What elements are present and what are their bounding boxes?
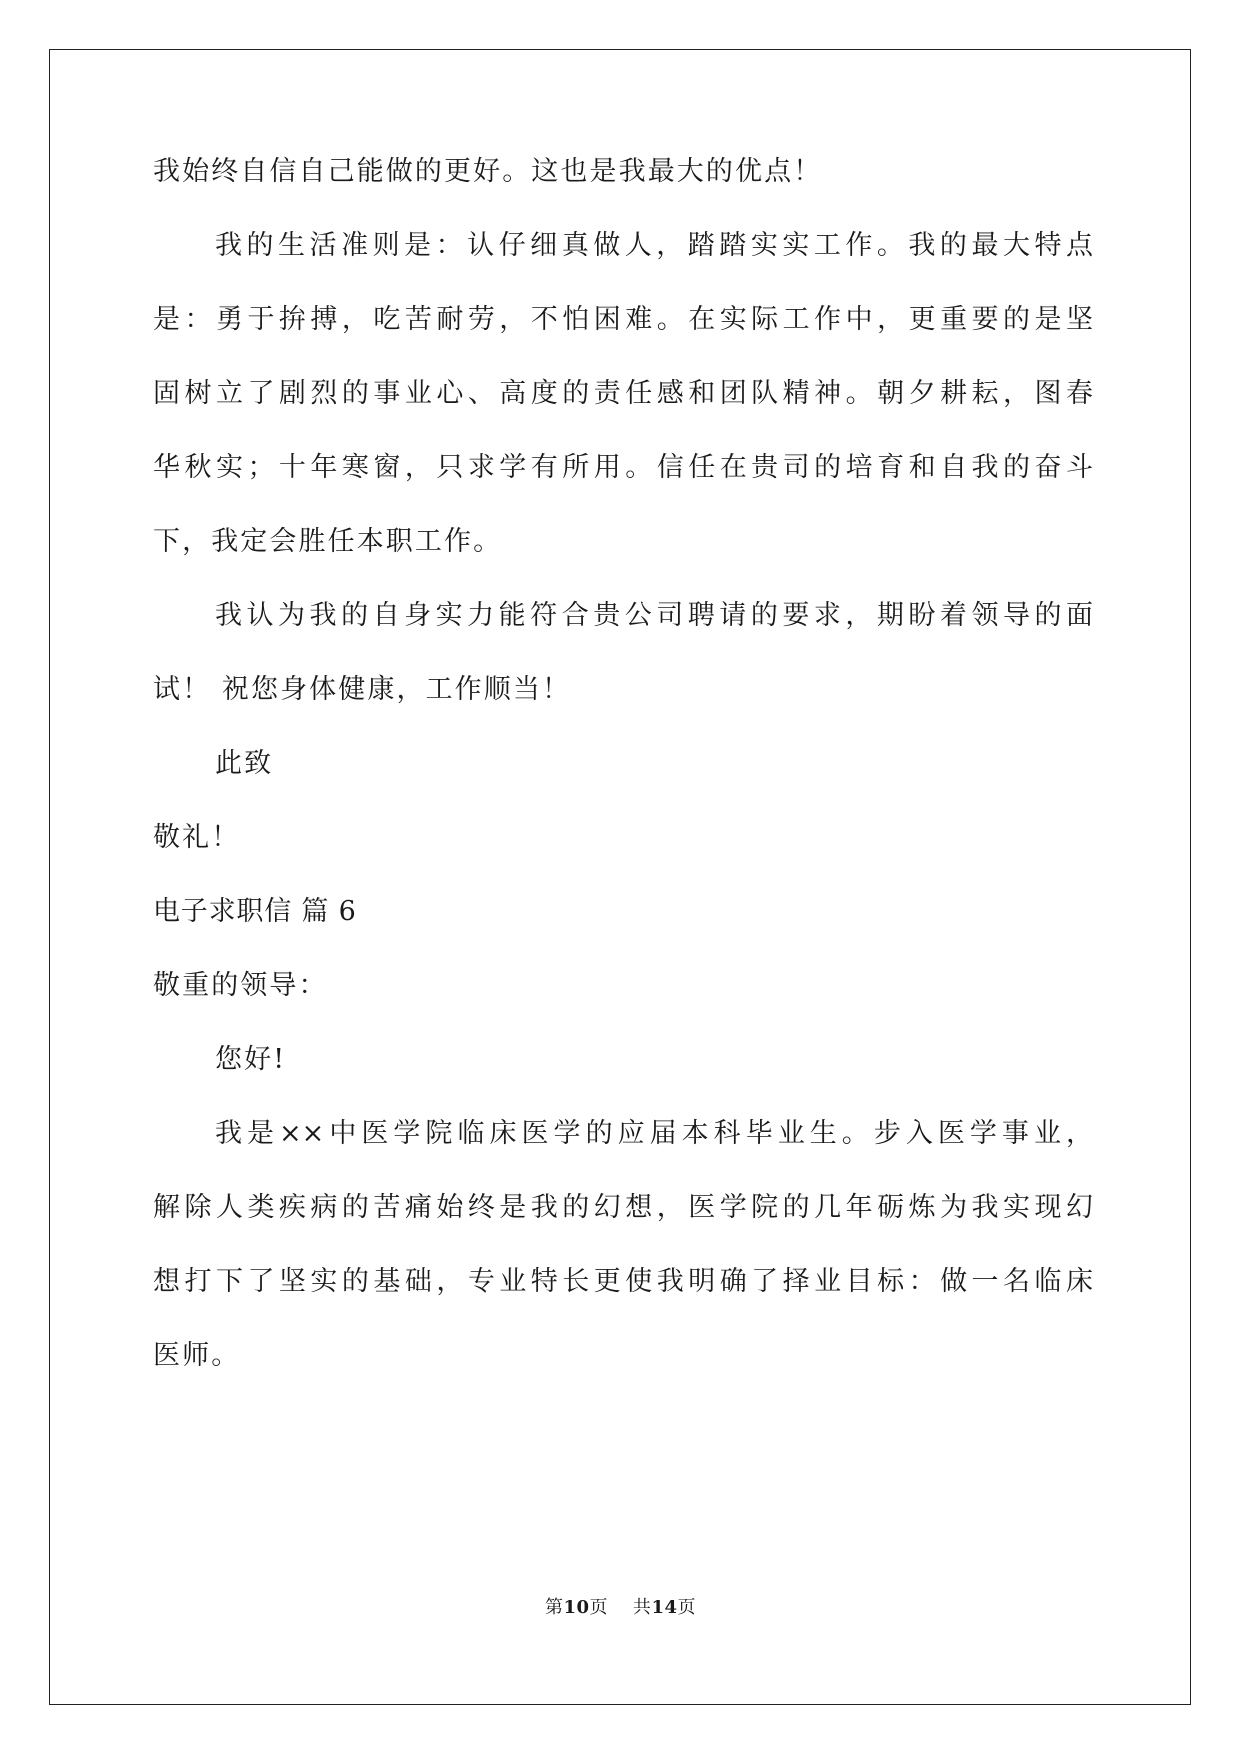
greeting-hello: 您好! xyxy=(215,1044,287,1075)
paragraph-line: 下，我定会胜任本职工作。 xyxy=(153,526,503,557)
paragraph-line: 我的生活准则是：认仔细真做人，踏踏实实工作。我的最大特点 xyxy=(215,230,1093,261)
footer-mid: 页 共 xyxy=(589,1597,652,1618)
paragraph-line: 我认为我的自身实力能符合贵公司聘请的要求，期盼着领导的面 xyxy=(215,600,1093,631)
paragraph-line: 我是××中医学院临床医学的应届本科毕业生。步入医学事业， xyxy=(215,1118,1093,1149)
text-line: 我始终自信自己能做的更好。这也是我最大的优点！ xyxy=(153,156,823,187)
page-border xyxy=(49,49,1191,1705)
paragraph-line: 想打下了坚实的基础，专业特长更使我明确了择业目标：做一名临床 xyxy=(153,1266,1093,1297)
paragraph-line: 医师。 xyxy=(153,1340,241,1371)
paragraph-line: 华秋实；十年寒窗，只求学有所用。信任在贵司的培育和自我的奋斗 xyxy=(153,452,1093,483)
greeting: 敬重的领导： xyxy=(153,970,328,1001)
paragraph-line: 是：勇于拚搏，吃苦耐劳，不怕困难。在实际工作中，更重要的是坚 xyxy=(153,304,1093,335)
page-footer xyxy=(0,1596,1241,1620)
total-page-number: 14 xyxy=(651,1597,678,1618)
paragraph-line: 解除人类疾病的苦痛始终是我的幻想，医学院的几年砺炼为我实现幻 xyxy=(153,1192,1093,1223)
closing-regards: 敬礼！ xyxy=(153,822,241,853)
footer-suffix: 页 xyxy=(677,1597,696,1618)
section-heading: 电子求职信 篇 6 xyxy=(153,896,357,927)
closing-salutation: 此致 xyxy=(215,748,274,779)
paragraph-line: 试！ 祝您身体健康，工作顺当！ xyxy=(153,674,572,705)
paragraph-line: 固树立了剧烈的事业心、高度的责任感和团队精神。朝夕耕耘，图春 xyxy=(153,378,1093,409)
footer-prefix: 第 xyxy=(544,1597,564,1618)
current-page-number: 10 xyxy=(563,1597,590,1618)
